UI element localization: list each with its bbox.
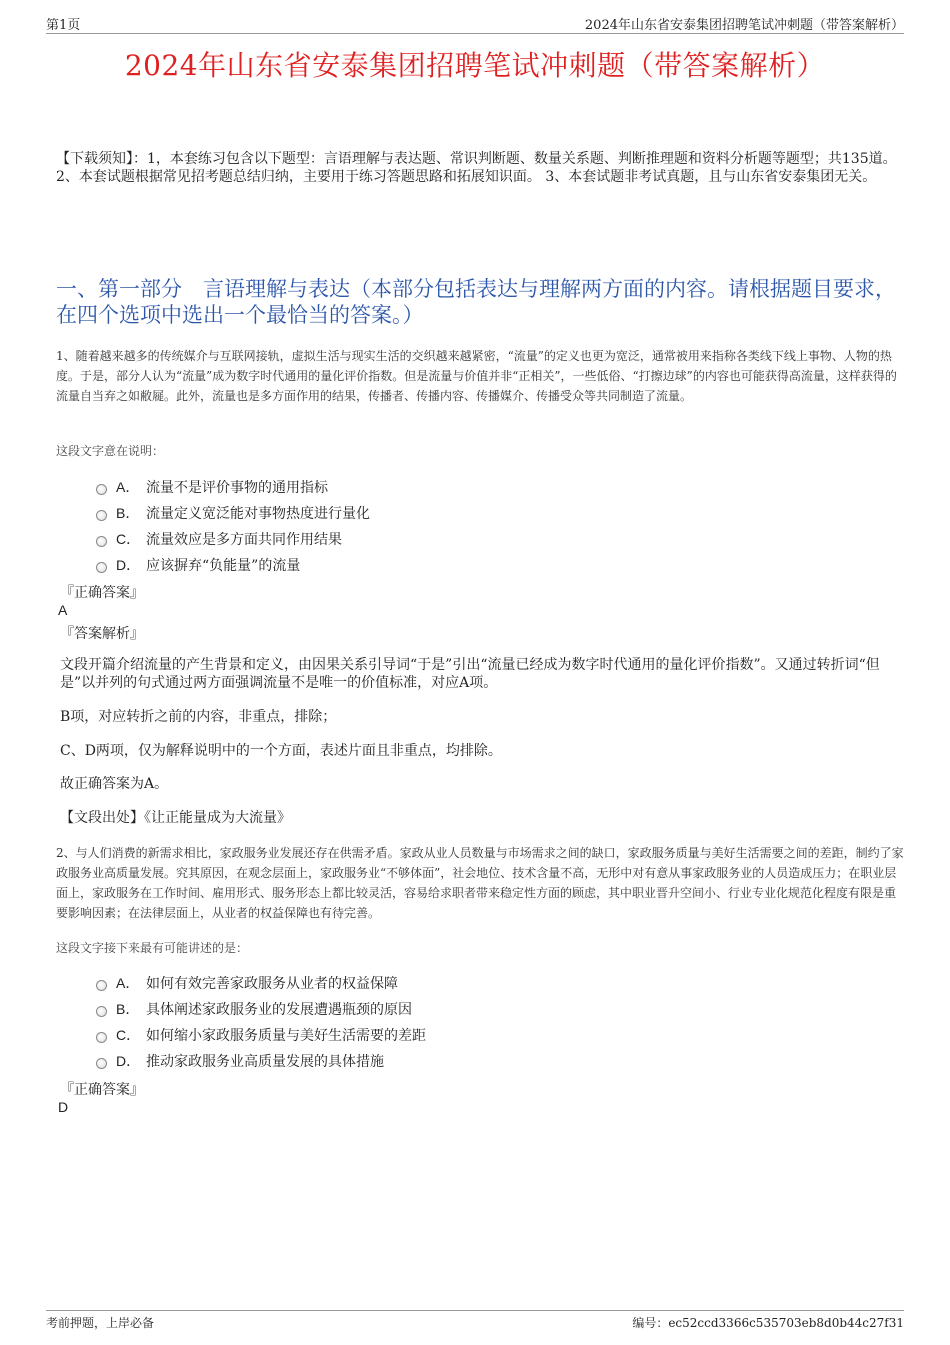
q1-option-b[interactable] (96, 503, 370, 523)
section-heading: 一、第一部分 言语理解与表达（本部分包括表达与理解两方面的内容。请根据题目要求，在四个选项中选出一个最恰当的答案。） (56, 277, 896, 327)
option-letter: D． (116, 1053, 141, 1069)
q1-source: 【文段出处】《让正能量成为大流量》 (60, 810, 291, 826)
q1-answer: A (58, 602, 68, 618)
q2-option-a[interactable] (96, 973, 398, 993)
option-text: 应该摒弃“负能量”的流量 (146, 558, 301, 574)
page-title: 2024年山东省安泰集团招聘笔试冲刺题（带答案解析） (124, 49, 826, 82)
option-letter: A． (116, 479, 140, 495)
q2-option-d[interactable] (96, 1051, 384, 1071)
q1-option-c[interactable] (96, 529, 342, 549)
option-letter: A． (116, 975, 140, 991)
q1-analysis-label: 『答案解析』 (60, 626, 144, 642)
q1-answer-label: 『正确答案』 (60, 585, 144, 601)
footer-slogan: 考前押题，上岸必备 (46, 1316, 155, 1330)
option-letter: D． (116, 557, 141, 573)
q1-option-d[interactable] (96, 555, 300, 575)
q1-analysis-para-3: C、D两项，仅为解释说明中的一个方面，表述片面且非重点，均排除。 (60, 743, 502, 759)
footer-divider (46, 1310, 904, 1311)
option-letter: B． (116, 1001, 140, 1017)
q1-analysis-para-2: B项，对应转折之前的内容，非重点，排除； (60, 709, 337, 725)
radio-icon[interactable] (96, 536, 107, 547)
option-letter: C． (116, 531, 141, 547)
radio-icon[interactable] (96, 1032, 107, 1043)
radio-icon[interactable] (96, 510, 107, 521)
q2-answer: D (58, 1099, 69, 1115)
option-text: 流量定义宽泛能对事物热度进行量化 (146, 506, 370, 522)
q1-option-a[interactable] (96, 477, 328, 497)
option-text: 如何缩小家政服务质量与美好生活需要的差距 (146, 1028, 426, 1044)
question-2-text: 2、与人们消费的新需求相比，家政服务业发展还存在供需矛盾。家政从业人员数量与市场需求之间的缺口，家政服务质量与美好生活需要之间的差距，制约了家政服务业高质量发展。究其原因，在观念层面上，家政服务业“不够体面”，社会地位、技术含量不高，无形中对有意从事家政服务业的人员造成压力；在职业层面上，家政服务在工作时间、雇用形式、服务形态上都比较灵活，容易给求职者带来稳定性方面的顾虑，其中职业晋升空间小、行业专业化规范化程度有限是重要影响因素；在法律层面上，从业者的权益保障也有待完善。 (56, 846, 904, 920)
option-letter: C． (116, 1027, 141, 1043)
q2-option-c[interactable] (96, 1025, 426, 1045)
question-1-text: 1、随着越来越多的传统媒介与互联网接轨，虚拟生活与现实生活的交织越来越紧密，“流量”的定义也更为宽泛，通常被用来指称各类线下线上事物、人物的热度。于是，部分人认为“流量”成为数字时代通用的量化评价指数。但是流量与价值并非“正相关”，一些低俗、“打擦边球”的内容也可能获得高流量，这样获得的流量自当弃之如敝屣。此外，流量也是多方面作用的结果，传播者、传播内容、传播媒介、传播受众等共同制造了流量。 (56, 349, 897, 403)
question-1-prompt: 这段文字意在说明： (56, 444, 165, 458)
q2-option-b[interactable] (96, 999, 412, 1019)
option-text: 如何有效完善家政服务从业者的权益保障 (146, 976, 398, 992)
q1-analysis-para-1: 文段开篇介绍流量的产生背景和定义，由因果关系引导词“于是”引出“流量已经成为数字时代通用的量化评价指数”。又通过转折词“但是”以并列的句式通过两方面强调流量不是唯一的价值标准，对应A项。 (60, 657, 880, 691)
radio-icon[interactable] (96, 980, 107, 991)
radio-icon[interactable] (96, 1058, 107, 1069)
radio-icon[interactable] (96, 484, 107, 495)
header-divider (46, 33, 904, 34)
option-text: 具体阐述家政服务业的发展遭遇瓶颈的原因 (146, 1002, 412, 1018)
page-number: 第1页 (46, 18, 81, 33)
document-id: 编号：ec52ccd3366c535703eb8d0b44c27f31 (632, 1316, 904, 1330)
header-doc-title: 2024年山东省安泰集团招聘笔试冲刺题（带答案解析） (584, 18, 904, 33)
radio-icon[interactable] (96, 1006, 107, 1017)
option-text: 流量不是评价事物的通用指标 (146, 480, 328, 496)
q2-answer-label: 『正确答案』 (60, 1082, 144, 1098)
q1-analysis-para-4: 故正确答案为A。 (60, 776, 169, 792)
option-letter: B． (116, 505, 140, 521)
download-notice: 【下载须知】：1，本套练习包含以下题型：言语理解与表达题、常识判断题、数量关系题、判断推理题和资料分析题等题型；共135道。 2、本套试题根据常见招考题总结归纳，主要用于练习答题思路和拓展知识面。 3、本套试题非考试真题，且与山东省安泰集团无关。 (56, 151, 897, 185)
option-text: 流量效应是多方面共同作用结果 (146, 532, 342, 548)
radio-icon[interactable] (96, 562, 107, 573)
question-2-prompt: 这段文字接下来最有可能讲述的是： (56, 941, 249, 955)
option-text: 推动家政服务业高质量发展的具体措施 (146, 1054, 384, 1070)
